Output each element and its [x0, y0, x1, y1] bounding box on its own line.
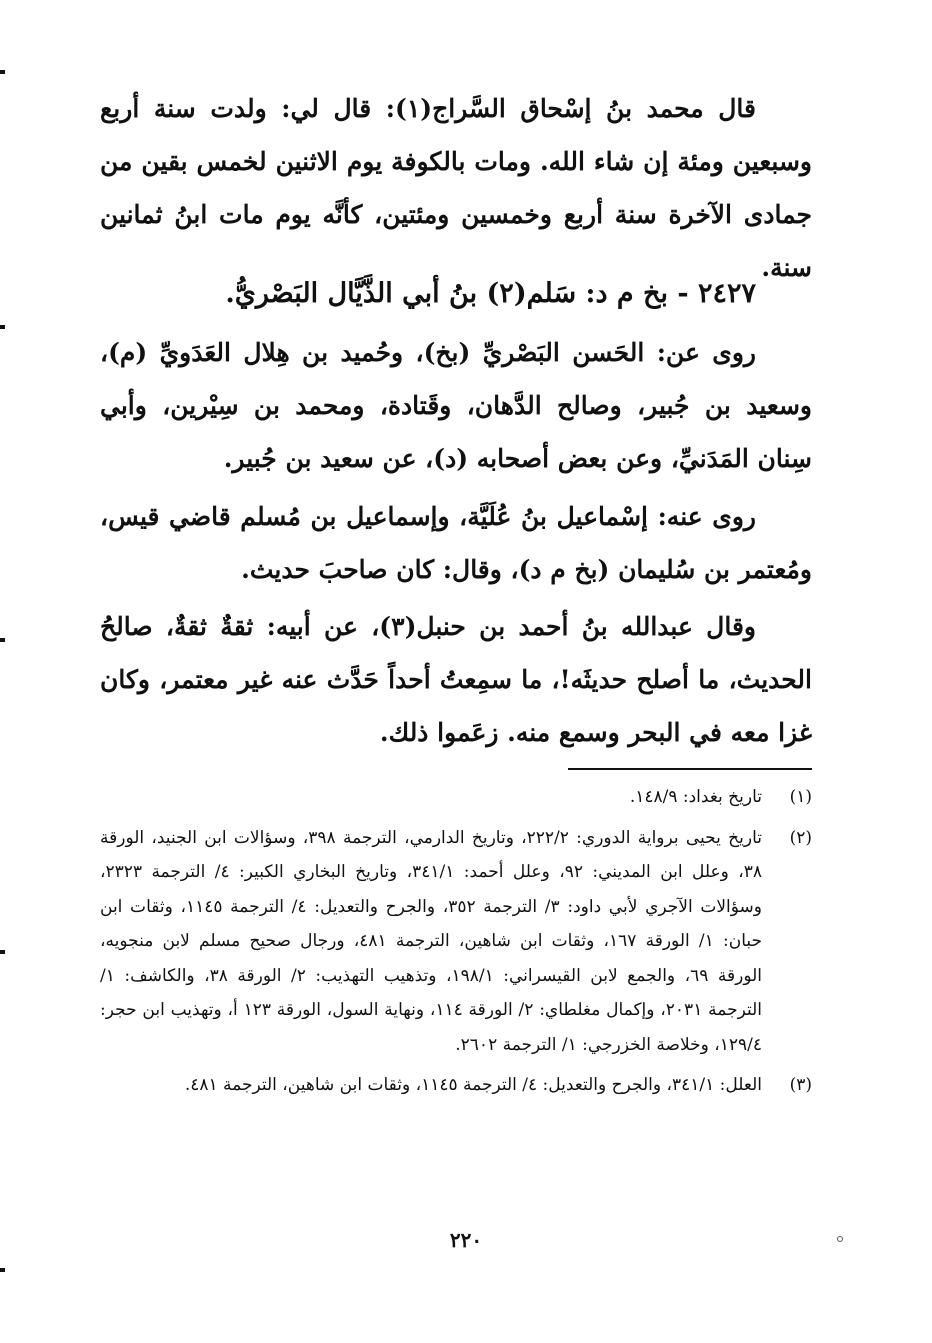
footnote-number: (٣) [789, 1075, 812, 1095]
binding-mark [0, 70, 5, 74]
footnote-divider [568, 768, 812, 770]
footnote-3 [100, 1068, 812, 1103]
footnote-text: تاريخ بغداد: ١٤٨/٩. [629, 787, 762, 807]
narrated-from-paragraph: روى عن: الحَسن البَصْريِّ (بخ)، وحُميد بن هِلال العَدَويِّ (م)، وسعيد بن جُبير، وصالح الدَّهان، وقَتادة، ومحمد بن سِيْرين، وأبي سِنان المَدَنيِّ، وعن بعض أصحابه (د)، عن سعيد بن جُبير. [100, 338, 812, 473]
intro-paragraph: قال محمد بنُ إسْحاق السَّراج(١): قال لي: ولدت سنة أربع وسبعين ومئة إن شاء الله. ومات بالكوفة يوم الاثنين لخمس بقين من جمادى الآخرة سنة أربع وخمسين ومئتين، كأنَّه يوم مات ابنُ ثمانين سنة. [100, 94, 812, 282]
footnote-2 [100, 821, 812, 1063]
footnote-number: (٢) [789, 827, 812, 848]
binding-mark [0, 638, 5, 642]
page-number: ٢٢٠ [449, 1228, 483, 1252]
footnote-text: تاريخ يحيى برواية الدوري: ٢٢٢/٢، وتاريخ الدارمي، الترجمة ٣٩٨، وسؤالات ابن الجنيد، الورقة ٣٨، وعلل ابن المديني: ٩٢، وعلل أحمد: ٣٤١/١، وتاريخ البخاري الكبير: ٤/ الترجمة ٢٣٢٣، وسؤالات الآجري لأبي داود: ٣/ الترجمة ٣٥٢، والجرح والتعديل: ٤/ الترجمة ١١٤٥، وثقات ابن حبان: ١/ الورقة ١٦٧، وثقات ابن شاهين، الترجمة ٤٨١، ورجال صحيح مسلم لابن منجويه، الورقة ٦٩، والجمع لابن القيسراني: ١٩٨/١، وتذهيب التهذيب: ٢/ الورقة ٣٨، والكاشف: ١/ الترجمة ٢٠٣١، وإكمال مغلطاي: ٢/ الورقة ١١٤، ونهاية السول، الورقة ١٢٣ أ، وتهذيب ابن حجر: ١٢٩/٤، وخلاصة الخزرجي: ١/ الترجمة ٢٦٠٢. [100, 827, 763, 1055]
footnote-text: العلل: ٣٤١/١، والجرح والتعديل: ٤/ الترجمة ١١٤٥، وثقات ابن شاهين، الترجمة ٤٨١. [184, 1075, 762, 1095]
binding-mark [0, 1268, 5, 1272]
binding-mark [0, 950, 5, 954]
quote-paragraph: وقال عبدالله بنُ أحمد بن حنبل(٣)، عن أبيه: ثقةٌ ثقةٌ، صالحُ الحديث، ما أصلح حديثَه!، ما سمِعتُ أحداً حَدَّث عنه غير معتمر، وكان غزا معه في البحر وسمع منه. زعَموا ذلك. [100, 612, 812, 747]
footnotes [100, 780, 812, 1109]
narrated-by-paragraph: روى عنه: إسْماعيل بنُ عُلَيَّة، وإسماعيل بن مُسلم قاضي قيس، ومُعتمر بن سُليمان (بخ م د)، وقال: كان صاحبَ حديث. [100, 502, 812, 584]
footnote-1 [100, 780, 812, 815]
scan-speck [837, 1236, 843, 1242]
footnote-number: (١) [789, 787, 812, 807]
binding-mark [0, 325, 5, 329]
entry-heading: ٢٤٢٧ - بخ م د: سَلم(٢) بنُ أبي الذَّيَّال البَصْريُّ. [225, 278, 756, 309]
